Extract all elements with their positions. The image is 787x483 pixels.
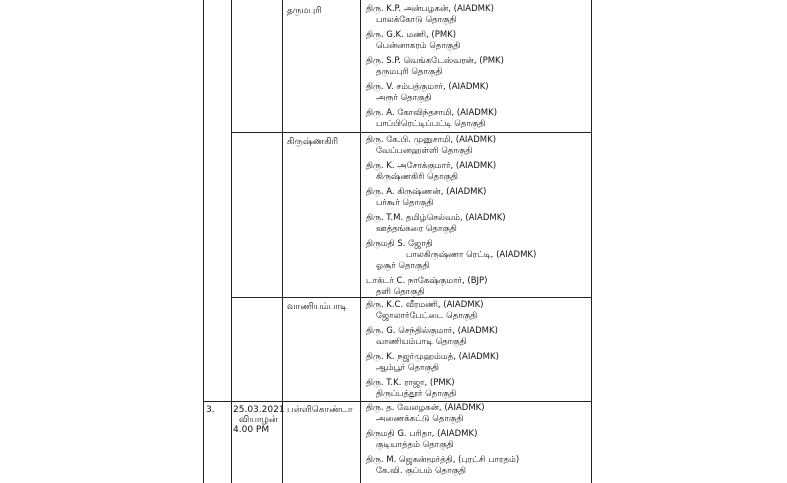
candidate-name: திருமதி G. பரிதா, (AIADMK) — [366, 429, 478, 439]
table-border — [360, 0, 361, 483]
candidate-name: திரு. A. கோவிந்தசாமி, (AIADMK) — [366, 108, 498, 118]
constituency-name: அரூர் தொகுதி — [376, 93, 432, 103]
schedule-day: வியாழன் — [239, 415, 278, 425]
constituency-name: குடியாத்தம் தொகுதி — [376, 440, 454, 450]
constituency-name: தளி தொகுதி — [376, 287, 425, 297]
candidate-name: திரு. S.P. வெங்கடேஸ்வரன், (PMK) — [366, 56, 504, 66]
table-border — [203, 0, 204, 483]
constituency-name: ஊத்தங்கரை தொகுதி — [376, 224, 457, 234]
constituency-name: அணைக்கட்டு தொகுதி — [376, 414, 464, 424]
list-item — [366, 82, 588, 104]
constituency-name: ஜோலார்பேட்டை தொகுதி — [376, 311, 478, 321]
candidate-name: திரு. த. வேலழகன், (AIADMK) — [366, 403, 485, 413]
candidate-name: திருமதி S. ஜோதி — [366, 239, 433, 249]
list-item — [366, 403, 588, 425]
candidate-name: திரு. K.C. வீரமணி, (AIADMK) — [366, 300, 484, 310]
constituency-name: கே.வி. குப்பம் தொகுதி — [376, 466, 467, 476]
constituency-name: வேப்பனஹள்ளி தொகுதி — [376, 146, 473, 156]
district-name: கிருஷ்ணகிரி — [287, 137, 339, 147]
constituency-name: பென்னாகரம் தொகுதி — [376, 41, 461, 51]
candidate-name-continued: பாலகிருஷ்ணா ரெட்டி, (AIADMK) — [406, 250, 537, 260]
candidate-name: திரு. A. கிருஷ்ணன், (AIADMK) — [366, 187, 487, 197]
table-border — [591, 0, 592, 483]
candidate-list — [366, 4, 588, 134]
candidate-name: திரு. G.K. மணி, (PMK) — [366, 30, 457, 40]
list-item — [366, 300, 588, 322]
candidate-list — [366, 135, 588, 302]
candidate-name: திரு. T.M. தமிழ்செல்வம், (AIADMK) — [366, 213, 506, 223]
list-item — [366, 213, 588, 235]
schedule-date: 25.03.2021 — [233, 405, 285, 415]
list-item — [366, 30, 588, 52]
candidate-list — [366, 300, 588, 404]
constituency-name: வாணியம்பாடி தொகுதி — [376, 337, 467, 347]
constituency-name: திருப்பத்தூர் தொகுதி — [376, 389, 457, 399]
candidate-name: திரு. கே.பி. முனுசாமி, (AIADMK) — [366, 135, 497, 145]
district-name: வாணியம்பாடி — [287, 302, 348, 312]
candidate-name: திரு. K. நஜர்முஹம்மத், (AIADMK) — [366, 352, 499, 362]
constituency-name: பர்கூர் தொகுதி — [376, 198, 434, 208]
candidate-name: திரு. V. சம்பத்குமார், (AIADMK) — [366, 82, 489, 92]
list-item — [366, 378, 588, 400]
schedule-cell — [233, 405, 285, 435]
list-item — [366, 239, 588, 272]
candidate-name: திரு. K. அசோக்குமார், (AIADMK) — [366, 161, 497, 171]
candidate-name: டாக்டர் C. நாகேஷ்குமார், (BJP) — [366, 276, 488, 286]
list-item — [366, 135, 588, 157]
district-name: தருமபுரி — [287, 6, 322, 16]
list-item — [366, 56, 588, 78]
constituency-name: பாலக்கோடு தொகுதி — [376, 15, 457, 25]
list-item — [366, 352, 588, 374]
list-item — [366, 455, 588, 477]
list-item — [366, 161, 588, 183]
candidate-name: திரு. M. ஜெகன்மூர்த்தி, (புரட்சி பாரதம்) — [366, 455, 520, 465]
list-item — [366, 4, 588, 26]
candidate-name: திரு. K.P. அன்பழகன், (AIADMK) — [366, 4, 494, 14]
constituency-name: ஓசூர் தொகுதி — [376, 261, 430, 271]
candidate-name: திரு. G. செந்தில்குமார், (AIADMK) — [366, 326, 498, 336]
constituency-name: ஆம்பூர் தொகுதி — [376, 363, 439, 373]
table-border — [231, 0, 232, 483]
list-item — [366, 276, 588, 298]
constituency-name: தருமபுரி தொகுதி — [376, 67, 443, 77]
list-item — [366, 326, 588, 348]
constituency-name: கிருஷ்ணகிரி தொகுதி — [376, 172, 459, 182]
list-item — [366, 108, 588, 130]
constituency-name: பாப்பிரெட்டிப்பட்டி தொகுதி — [376, 119, 486, 129]
district-name: பள்ளிகொண்டா — [287, 405, 353, 415]
serial-number: 3. — [206, 405, 215, 415]
list-item — [366, 187, 588, 209]
candidate-name: திரு. T.K. ராஜா, (PMK) — [366, 378, 455, 388]
candidate-list — [366, 403, 588, 481]
list-item — [366, 429, 588, 451]
schedule-time: 4.00 PM — [233, 425, 270, 435]
